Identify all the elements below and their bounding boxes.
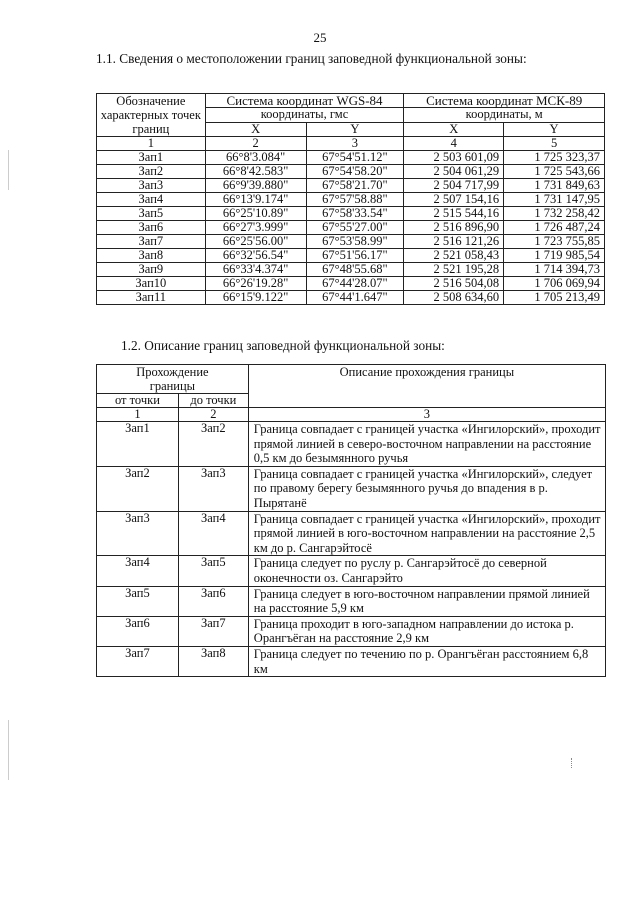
table-row (97, 646, 606, 676)
point-id: Зап11 (97, 291, 206, 305)
section2-heading: 1.2. Описание границ заповедной функциональной зоны: (121, 338, 445, 353)
point-id: Зап1 (97, 151, 206, 165)
header-designation: Обозначение характерных точек границ (97, 94, 206, 137)
to-point: Зап6 (178, 586, 248, 616)
to-point: Зап3 (178, 466, 248, 511)
from-point: Зап5 (97, 586, 179, 616)
msk-x: 2 515 544,16 (404, 207, 504, 221)
wgs-latitude: 66°8'42.583" (205, 165, 306, 179)
msk-x: 2 508 634,60 (404, 291, 504, 305)
table-row (97, 422, 606, 467)
msk-x: 2 516 121,26 (404, 235, 504, 249)
msk-y: 1 732 258,42 (504, 207, 605, 221)
col-number: 3 (248, 408, 605, 422)
msk-x: 2 504 061,29 (404, 165, 504, 179)
from-point: Зап2 (97, 466, 179, 511)
msk-x: 2 516 896,90 (404, 221, 504, 235)
wgs-longitude: 67°48'55.68" (306, 263, 404, 277)
boundary-description: Граница совпадает с границей участка «Ингилорский», проходит прямой линией в северо-восточном направлении на расстояние 0,5 км до безымянного ручья (248, 422, 605, 467)
table-row (97, 616, 606, 646)
wgs-latitude: 66°25'56.00" (205, 235, 306, 249)
to-point: Зап7 (178, 616, 248, 646)
header-msk-y: Y (504, 122, 605, 136)
table-row (97, 165, 605, 179)
point-id: Зап10 (97, 277, 206, 291)
wgs-latitude: 66°9'39.880" (205, 179, 306, 193)
boundary-description: Граница следует по течению по р. Орангъёган расстоянием 6,8 км (248, 646, 605, 676)
to-point: Зап2 (178, 422, 248, 467)
to-point: Зап4 (178, 511, 248, 556)
wgs-longitude: 67°54'51.12" (306, 151, 404, 165)
wgs-latitude: 66°26'19.28" (205, 277, 306, 291)
wgs-longitude: 67°57'58.88" (306, 193, 404, 207)
col-number: 3 (306, 137, 404, 151)
table-row (97, 511, 606, 556)
wgs-longitude: 67°58'33.54" (306, 207, 404, 221)
msk-y: 1 705 213,49 (504, 291, 605, 305)
msk-y: 1 726 487,24 (504, 221, 605, 235)
msk-x: 2 521 058,43 (404, 249, 504, 263)
to-point: Зап5 (178, 556, 248, 586)
point-id: Зап6 (97, 221, 206, 235)
header-description: Описание прохождения границы (248, 365, 605, 408)
table-row (97, 249, 605, 263)
msk-y: 1 719 985,54 (504, 249, 605, 263)
table-row (97, 263, 605, 277)
msk-x: 2 507 154,16 (404, 193, 504, 207)
wgs-latitude: 66°13'9.174" (205, 193, 306, 207)
boundary-description: Граница следует по руслу р. Сангарэйтосё до северной оконечности оз. Сангарэйто (248, 556, 605, 586)
wgs-latitude: 66°33'4.374" (205, 263, 306, 277)
msk-x: 2 521 195,28 (404, 263, 504, 277)
header-msk: Система координат МСК-89 (404, 94, 605, 108)
table-row (97, 193, 605, 207)
wgs-longitude: 67°58'21.70" (306, 179, 404, 193)
boundary-description: Граница совпадает с границей участка «Ингилорский», проходит прямой линией в юго-восточном направлении на расстояние 2,5 км до р. Сангарэйтосё (248, 511, 605, 556)
header-wgs-units: координаты, гмс (205, 108, 404, 122)
point-id: Зап5 (97, 207, 206, 221)
header-wgs-x: X (205, 122, 306, 136)
table-row (97, 221, 605, 235)
wgs-longitude: 67°44'1.647" (306, 291, 404, 305)
msk-y: 1 731 849,63 (504, 179, 605, 193)
from-point: Зап7 (97, 646, 179, 676)
point-id: Зап9 (97, 263, 206, 277)
wgs-longitude: 67°55'27.00" (306, 221, 404, 235)
boundary-description: Граница совпадает с границей участка «Ингилорский», следует по правому берегу безымянного ручья до впадения в р. Пырятанё (248, 466, 605, 511)
table-row (97, 207, 605, 221)
point-id: Зап8 (97, 249, 206, 263)
boundary-description-table (96, 364, 606, 677)
col-number: 2 (178, 408, 248, 422)
msk-y: 1 706 069,94 (504, 277, 605, 291)
col-number: 4 (404, 137, 504, 151)
msk-y: 1 723 755,85 (504, 235, 605, 249)
point-id: Зап2 (97, 165, 206, 179)
section1-heading: 1.1. Сведения о местоположении границ заповедной функциональной зоны: (96, 51, 527, 66)
from-point: Зап3 (97, 511, 179, 556)
wgs-latitude: 66°27'3.999" (205, 221, 306, 235)
msk-y: 1 731 147,95 (504, 193, 605, 207)
table-row (97, 556, 606, 586)
point-id: Зап3 (97, 179, 206, 193)
wgs-latitude: 66°32'56.54" (205, 249, 306, 263)
header-wgs: Система координат WGS-84 (205, 94, 404, 108)
msk-y: 1 725 323,37 (504, 151, 605, 165)
wgs-longitude: 67°44'28.07" (306, 277, 404, 291)
from-point: Зап6 (97, 616, 179, 646)
msk-y: 1 714 394,73 (504, 263, 605, 277)
col-number: 1 (97, 408, 179, 422)
msk-x: 2 516 504,08 (404, 277, 504, 291)
wgs-longitude: 67°51'56.17" (306, 249, 404, 263)
header-to: до точки (178, 394, 248, 408)
col-number: 1 (97, 137, 206, 151)
wgs-latitude: 66°15'9.122" (205, 291, 306, 305)
col-number: 2 (205, 137, 306, 151)
wgs-longitude: 67°53'58.99" (306, 235, 404, 249)
table-row (97, 179, 605, 193)
table-row (97, 277, 605, 291)
from-point: Зап4 (97, 556, 179, 586)
point-id: Зап7 (97, 235, 206, 249)
wgs-longitude: 67°54'58.20" (306, 165, 404, 179)
from-point: Зап1 (97, 422, 179, 467)
table-row (97, 151, 605, 165)
coordinates-table (96, 93, 605, 305)
header-msk-units: координаты, м (404, 108, 605, 122)
table-row (97, 466, 606, 511)
header-from: от точки (97, 394, 179, 408)
header-passage: Прохождение границы (97, 365, 249, 394)
header-msk-x: X (404, 122, 504, 136)
msk-x: 2 503 601,09 (404, 151, 504, 165)
to-point: Зап8 (178, 646, 248, 676)
page-number: 25 (313, 30, 327, 45)
table-row (97, 291, 605, 305)
boundary-description: Граница следует в юго-восточном направлении прямой линией на расстояние 5,9 км (248, 586, 605, 616)
point-id: Зап4 (97, 193, 206, 207)
boundary-description: Граница проходит в юго-западном направлении до истока р. Орангъёган на расстояние 2,9 км (248, 616, 605, 646)
wgs-latitude: 66°25'10.89" (205, 207, 306, 221)
table-row (97, 235, 605, 249)
header-wgs-y: Y (306, 122, 404, 136)
msk-x: 2 504 717,99 (404, 179, 504, 193)
wgs-latitude: 66°8'3.084" (205, 151, 306, 165)
msk-y: 1 725 543,66 (504, 165, 605, 179)
col-number: 5 (504, 137, 605, 151)
table-row (97, 586, 606, 616)
